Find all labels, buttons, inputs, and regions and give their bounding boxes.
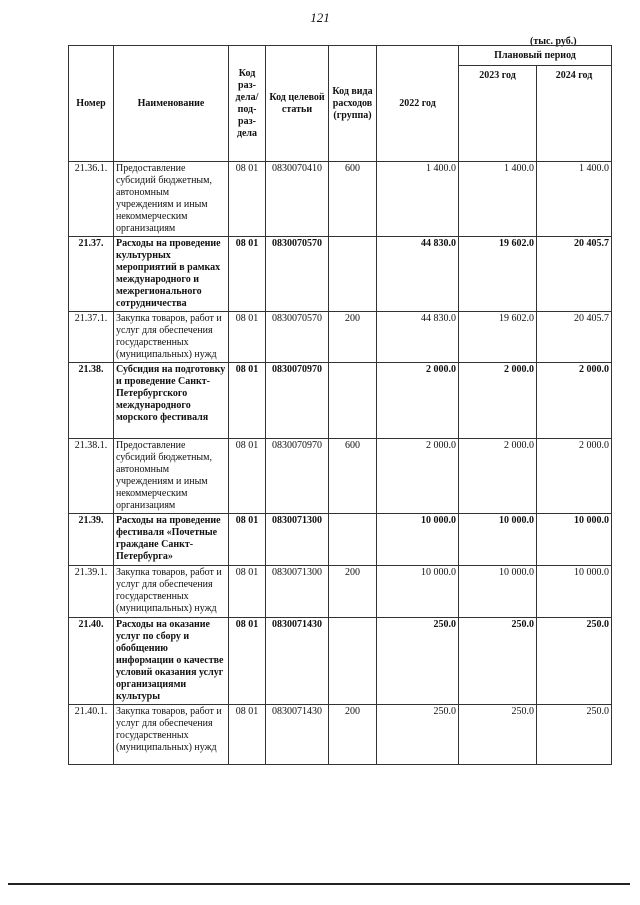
row-2023: 2 000.0 bbox=[459, 363, 537, 439]
row-2022: 44 830.0 bbox=[377, 312, 459, 363]
table-row bbox=[69, 312, 612, 363]
row-target: 0830071300 bbox=[266, 566, 329, 618]
row-section: 08 01 bbox=[229, 312, 266, 363]
row-2024: 20 405.7 bbox=[537, 237, 612, 312]
row-name: Предоставление субсидий бюджетным, автономным учреждениям и иным некоммерческим организациям bbox=[114, 439, 229, 514]
row-2023: 10 000.0 bbox=[459, 514, 537, 566]
row-section: 08 01 bbox=[229, 439, 266, 514]
header-number: Номер bbox=[69, 46, 114, 162]
row-section: 08 01 bbox=[229, 705, 266, 765]
row-section: 08 01 bbox=[229, 566, 266, 618]
row-number: 21.38.1. bbox=[69, 439, 114, 514]
table-row bbox=[69, 237, 612, 312]
row-number: 21.40. bbox=[69, 618, 114, 705]
row-section: 08 01 bbox=[229, 363, 266, 439]
row-target: 0830070570 bbox=[266, 312, 329, 363]
row-2023: 250.0 bbox=[459, 705, 537, 765]
row-name: Расходы на проведение фестиваля «Почетные граждане Санкт-Петербурга» bbox=[114, 514, 229, 566]
header-name: Наименование bbox=[114, 46, 229, 162]
row-2024: 2 000.0 bbox=[537, 439, 612, 514]
row-number: 21.38. bbox=[69, 363, 114, 439]
row-number: 21.36.1. bbox=[69, 162, 114, 237]
row-target: 0830071430 bbox=[266, 705, 329, 765]
table-row bbox=[69, 705, 612, 765]
table-row bbox=[69, 363, 612, 439]
header-2023: 2023 год bbox=[459, 66, 537, 162]
row-name: Закупка товаров, работ и услуг для обеспечения государственных (муниципальных) нужд bbox=[114, 312, 229, 363]
table-body bbox=[69, 162, 612, 765]
row-target: 0830071430 bbox=[266, 618, 329, 705]
row-2022: 250.0 bbox=[377, 618, 459, 705]
row-2022: 44 830.0 bbox=[377, 237, 459, 312]
header-section: Код раз-дела/ под-раз-дела bbox=[229, 46, 266, 162]
row-expense: 200 bbox=[329, 312, 377, 363]
header-2022: 2022 год bbox=[377, 46, 459, 162]
row-target: 0830070970 bbox=[266, 363, 329, 439]
table-row bbox=[69, 618, 612, 705]
row-2022: 2 000.0 bbox=[377, 363, 459, 439]
table-row bbox=[69, 566, 612, 618]
row-number: 21.39.1. bbox=[69, 566, 114, 618]
row-2022: 250.0 bbox=[377, 705, 459, 765]
row-2024: 1 400.0 bbox=[537, 162, 612, 237]
row-number: 21.39. bbox=[69, 514, 114, 566]
budget-table bbox=[68, 45, 612, 765]
row-target: 0830070410 bbox=[266, 162, 329, 237]
row-2023: 19 602.0 bbox=[459, 312, 537, 363]
row-2024: 10 000.0 bbox=[537, 514, 612, 566]
row-section: 08 01 bbox=[229, 514, 266, 566]
row-2022: 2 000.0 bbox=[377, 439, 459, 514]
row-target: 0830070970 bbox=[266, 439, 329, 514]
row-2023: 19 602.0 bbox=[459, 237, 537, 312]
row-expense: 200 bbox=[329, 566, 377, 618]
row-expense: 200 bbox=[329, 705, 377, 765]
row-expense bbox=[329, 363, 377, 439]
row-2022: 1 400.0 bbox=[377, 162, 459, 237]
row-expense: 600 bbox=[329, 439, 377, 514]
row-expense bbox=[329, 514, 377, 566]
row-number: 21.37.1. bbox=[69, 312, 114, 363]
row-2023: 1 400.0 bbox=[459, 162, 537, 237]
row-expense bbox=[329, 618, 377, 705]
row-2023: 10 000.0 bbox=[459, 566, 537, 618]
page-number: 121 bbox=[310, 10, 330, 25]
row-2024: 250.0 bbox=[537, 705, 612, 765]
row-name: Расходы на оказание услуг по сбору и обобщению информации о качестве условий оказания услуг организациями культуры bbox=[114, 618, 229, 705]
row-name: Расходы на проведение культурных мероприятий в рамках международного и межрегионального сотрудничества bbox=[114, 237, 229, 312]
row-section: 08 01 bbox=[229, 618, 266, 705]
table-row bbox=[69, 514, 612, 566]
header-expense: Код вида расходов (группа) bbox=[329, 46, 377, 162]
row-2024: 250.0 bbox=[537, 618, 612, 705]
header-2024: 2024 год bbox=[537, 66, 612, 162]
row-expense: 600 bbox=[329, 162, 377, 237]
table-row bbox=[69, 439, 612, 514]
row-name: Субсидия на подготовку и проведение Санкт-Петербургского международного морского фестиваля bbox=[114, 363, 229, 439]
row-number: 21.37. bbox=[69, 237, 114, 312]
header-planned-period: Плановый период bbox=[459, 46, 612, 66]
row-name: Предоставление субсидий бюджетным, автономным учреждениям и иным некоммерческим организациям bbox=[114, 162, 229, 237]
row-2024: 20 405.7 bbox=[537, 312, 612, 363]
row-2024: 10 000.0 bbox=[537, 566, 612, 618]
units-label: (тыс. руб.) bbox=[530, 36, 577, 47]
row-2023: 2 000.0 bbox=[459, 439, 537, 514]
row-target: 0830071300 bbox=[266, 514, 329, 566]
header-target: Код целевой статьи bbox=[266, 46, 329, 162]
row-2024: 2 000.0 bbox=[537, 363, 612, 439]
row-2023: 250.0 bbox=[459, 618, 537, 705]
row-section: 08 01 bbox=[229, 162, 266, 237]
row-section: 08 01 bbox=[229, 237, 266, 312]
row-number: 21.40.1. bbox=[69, 705, 114, 765]
table-header bbox=[69, 46, 612, 162]
row-name: Закупка товаров, работ и услуг для обеспечения государственных (муниципальных) нужд bbox=[114, 705, 229, 765]
page-bottom-rule bbox=[8, 883, 630, 885]
row-name: Закупка товаров, работ и услуг для обеспечения государственных (муниципальных) нужд bbox=[114, 566, 229, 618]
row-2022: 10 000.0 bbox=[377, 566, 459, 618]
table-row bbox=[69, 162, 612, 237]
row-target: 0830070570 bbox=[266, 237, 329, 312]
row-expense bbox=[329, 237, 377, 312]
row-2022: 10 000.0 bbox=[377, 514, 459, 566]
